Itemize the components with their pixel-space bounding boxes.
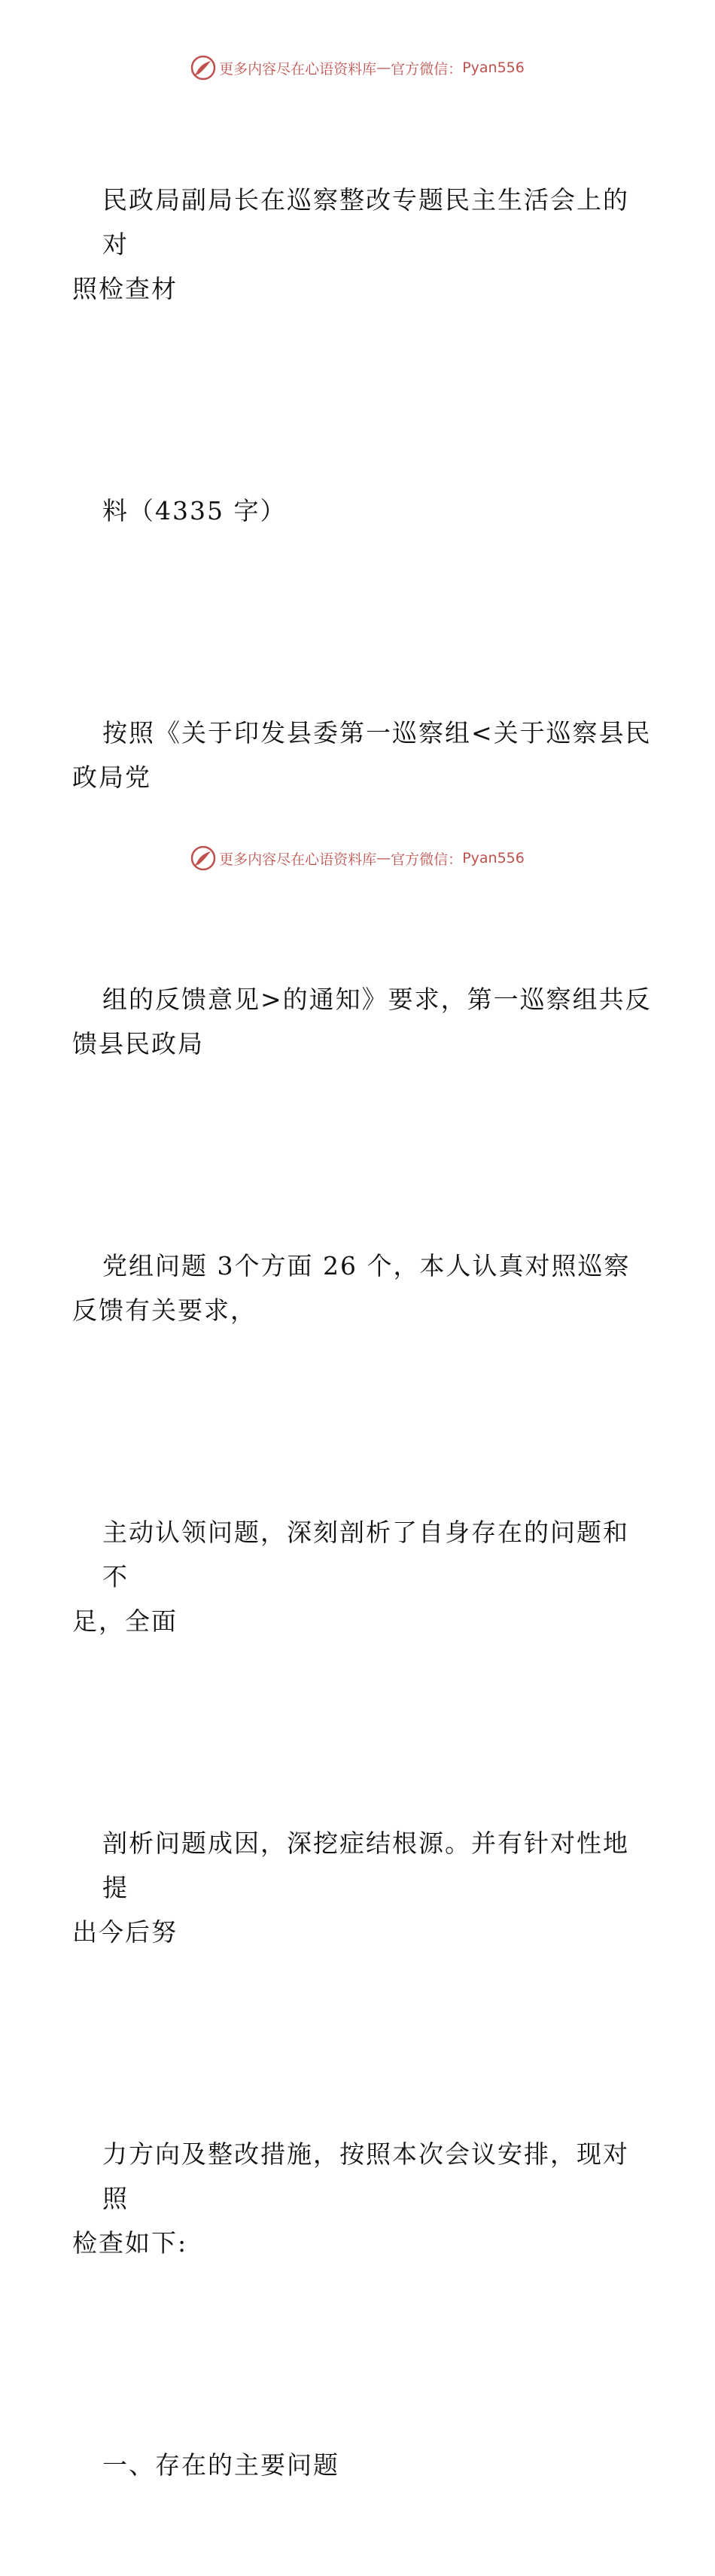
paragraph-continuation: 馈县民政局 <box>72 1029 204 1058</box>
paragraph-first-line: 力方向及整改措施，按照本次会议安排，现对照 <box>102 2139 629 2213</box>
pen-logo-icon <box>190 845 216 871</box>
watermark-label: 官方微信： <box>391 60 463 78</box>
paragraph <box>72 888 652 1155</box>
paragraph <box>72 400 652 622</box>
watermark-dash: — <box>376 850 391 866</box>
paragraph-first-line: 剖析问题成因，深挖症结根源。并有针对性地提 <box>102 1828 629 1902</box>
paragraph-first-line: 料（4335 字） <box>102 496 287 525</box>
paragraph <box>72 1155 652 1421</box>
paragraph-continuation: 足，全面 <box>72 1606 178 1636</box>
document-body <box>72 89 652 2576</box>
section-heading-text: 一、存在的主要问题 <box>102 2450 339 2480</box>
paragraph <box>72 89 652 400</box>
paragraph-continuation: 反馈有关要求， <box>72 1296 257 1325</box>
section-heading <box>72 2354 652 2576</box>
paragraph-first-line: 组的反馈意见>的通知》要求，第一巡察组共反 <box>102 985 652 1014</box>
paragraph-first-line: 按照《关于印发县委第一巡察组<关于巡察县民 <box>102 718 652 748</box>
watermark-wechat-id: Pyan556 <box>462 59 525 76</box>
watermark-brand: 更多内容尽在心语资料库 <box>219 60 377 78</box>
pen-logo-icon <box>190 55 216 81</box>
paragraph <box>72 1421 652 1732</box>
paragraph-first-line: 党组问题 3个方面 26 个，本人认真对照巡察 <box>102 1251 631 1280</box>
paragraph <box>72 2043 652 2354</box>
paragraph-first-line: 主动认领问题，深刻剖析了自身存在的问题和不 <box>102 1518 629 1591</box>
watermark-brand: 更多内容尽在心语资料库 <box>219 851 377 868</box>
paragraph-continuation: 政局党 <box>72 763 151 792</box>
watermark-label: 官方微信： <box>391 851 463 868</box>
watermark-wechat-id: Pyan556 <box>462 850 525 866</box>
paragraph-continuation: 照检查材 <box>72 274 178 303</box>
header-watermark <box>0 53 715 83</box>
paragraph-first-line: 民政局副局长在巡察整改专题民主生活会上的对 <box>102 185 629 259</box>
paragraph-continuation: 检查如下: <box>72 2228 188 2258</box>
paragraph <box>72 1732 652 2043</box>
footer-watermark <box>0 843 715 873</box>
watermark-dash: — <box>376 59 391 76</box>
paragraph-continuation: 出今后努 <box>72 1917 178 1947</box>
